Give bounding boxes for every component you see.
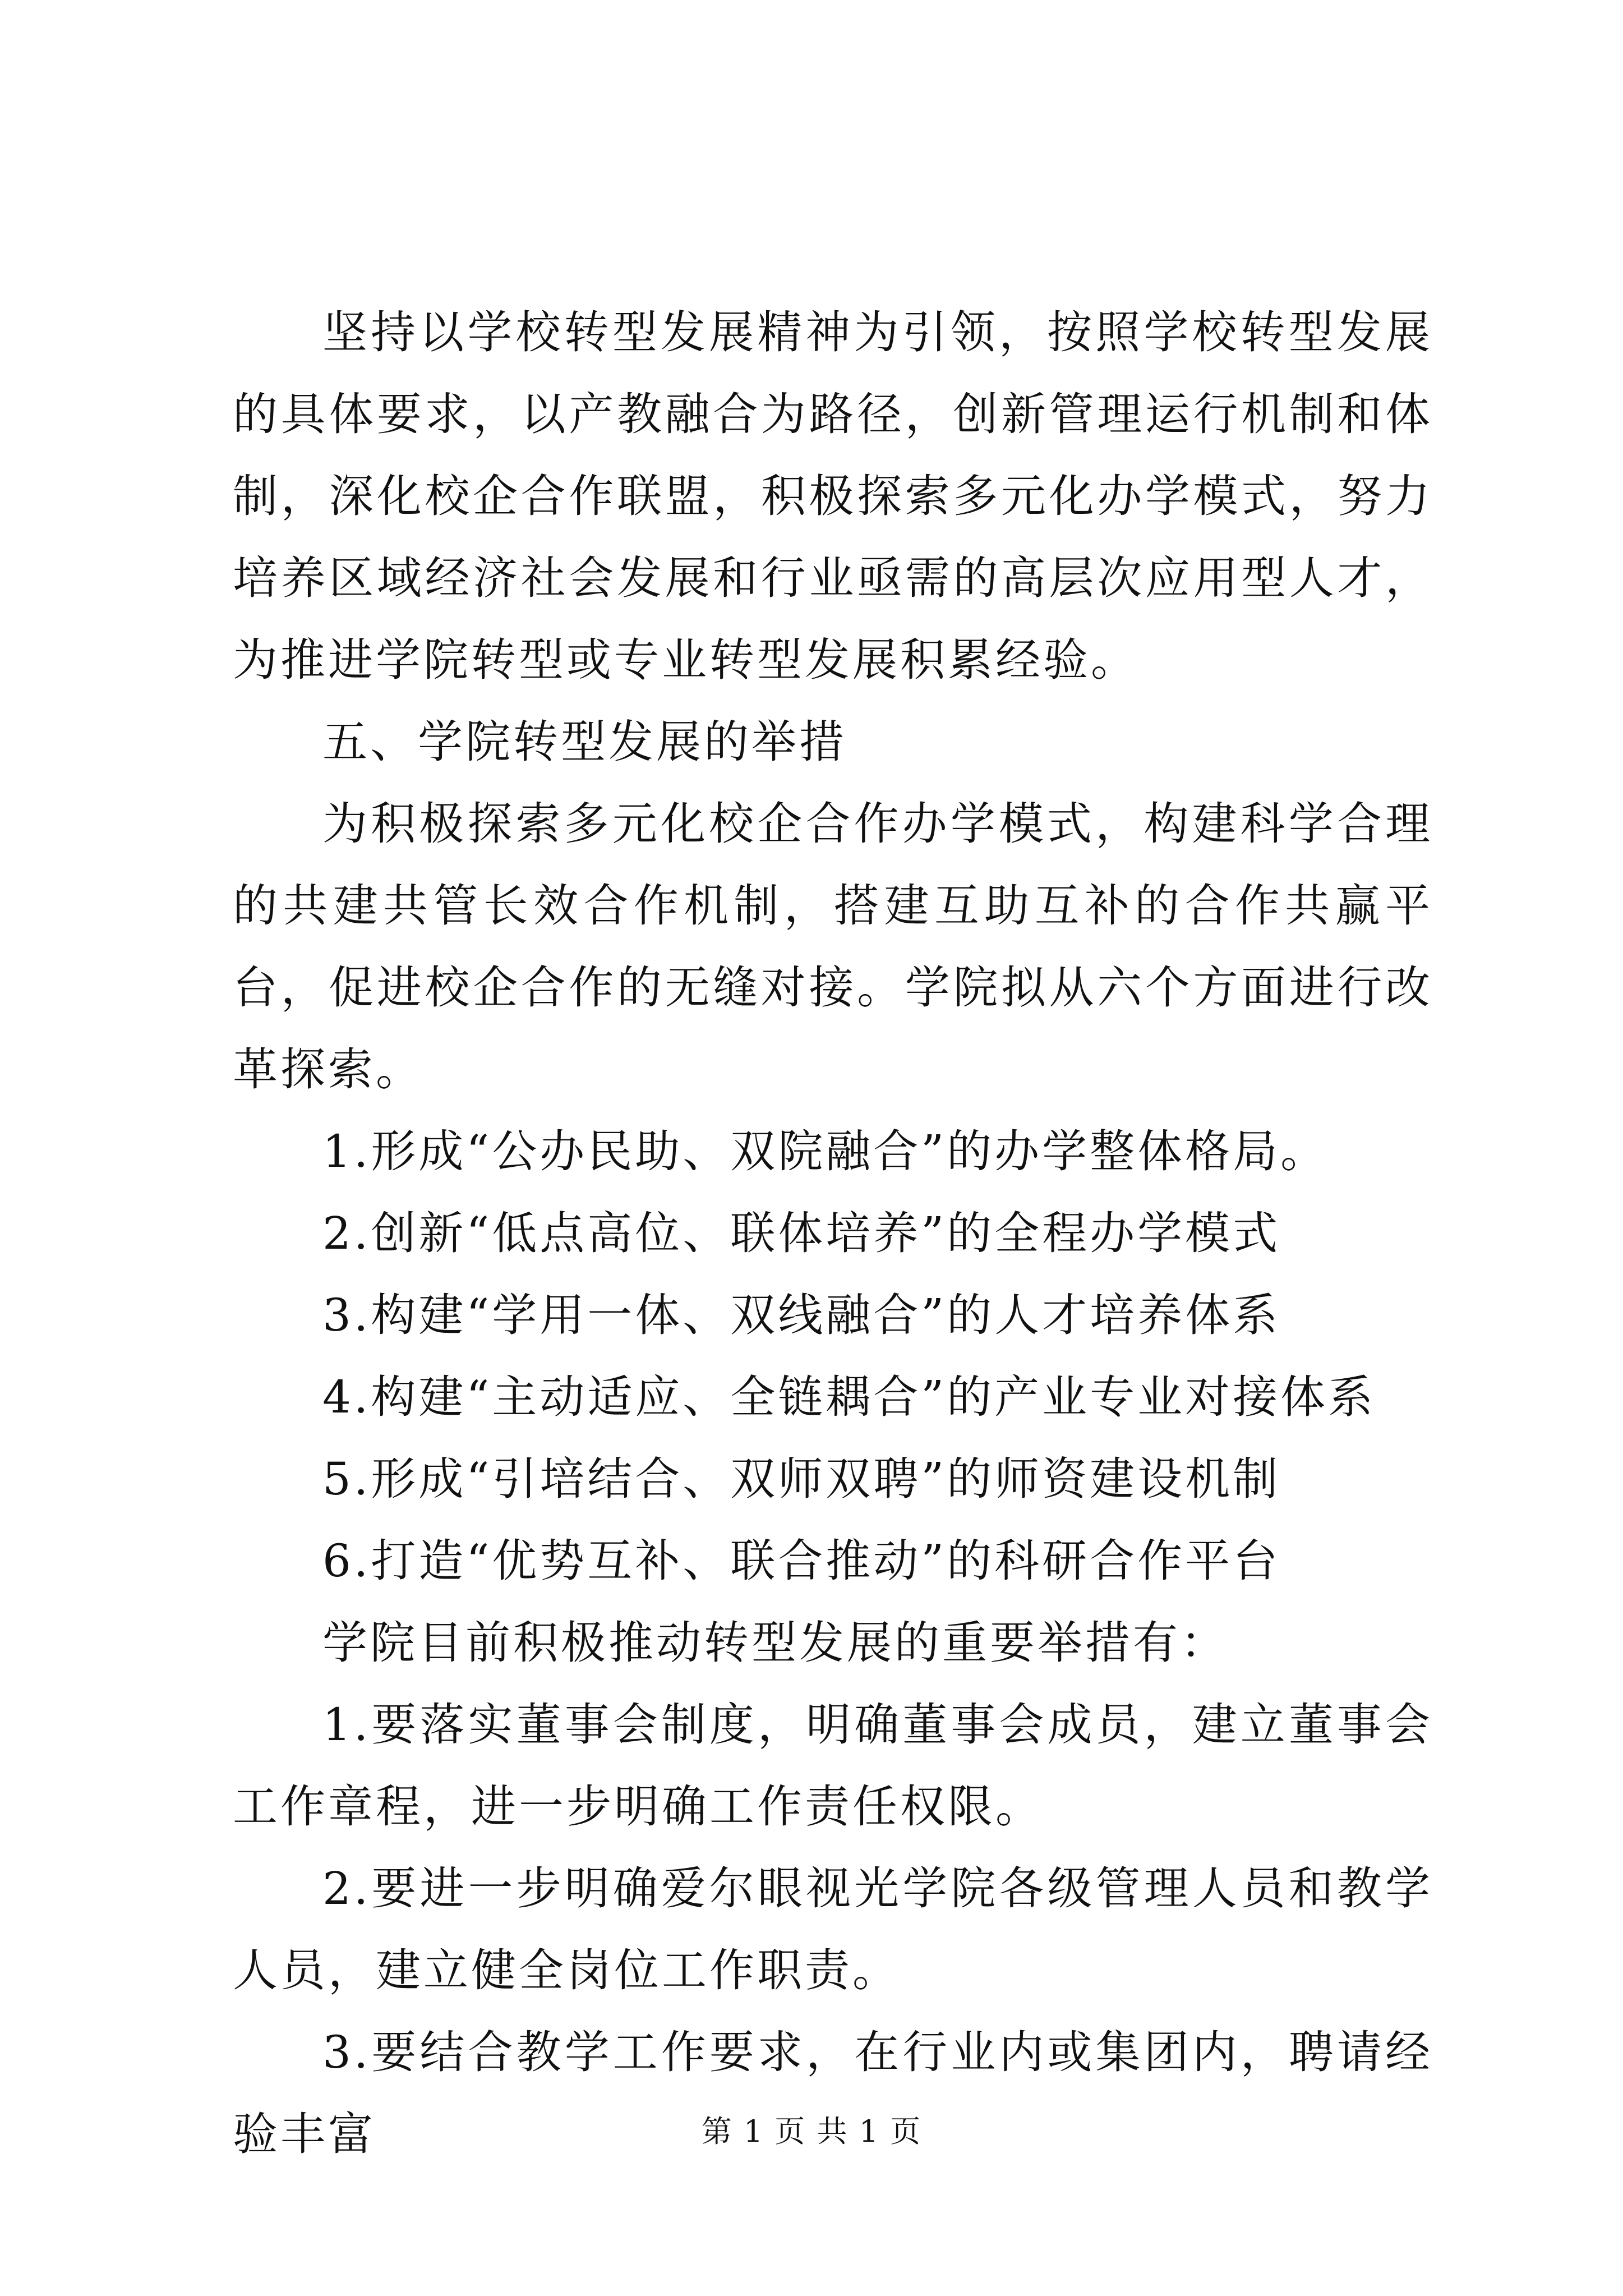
list-item: 6.打造“优势互补、联合推动”的科研合作平台 [322,1535,1281,1587]
paragraph-2: 为积极探索多元化校企合作办学模式，构建科学合理的共建共管长效合作机制，搭建互助互补的合作共赢平台，促进校企合作的无缝对接。学院拟从六个方面进行改革探索。 [233,798,1433,1096]
measures-intro: 学院目前积极推动转型发展的重要举措有： [322,1617,1228,1669]
list-item: 5.形成“引培结合、双师双聘”的师资建设机制 [322,1453,1281,1505]
list-item: 2.创新“低点高位、联体培养”的全程办学模式 [322,1207,1281,1259]
paragraph-1: 坚持以学校转型发展精神为引领，按照学校转型发展的具体要求，以产教融合为路径，创新管理运行机制和体制，深化校企合作联盟，积极探索多元化办学模式，努力培养区域经济社会发展和行业亟需的高层次应用型人才，为推进学院转型或专业转型发展积累经验。 [233,306,1433,686]
document-body [233,292,1433,2175]
list-item: 3.构建“学用一体、双线融合”的人才培养体系 [322,1289,1281,1341]
measure-item: 1.要落实董事会制度，明确董事会成员，建立董事会工作章程，进一步明确工作责任权限。 [233,1699,1433,1833]
list-item: 1.形成“公办民助、双院融合”的办学整体格局。 [322,1125,1329,1177]
list-item: 4.构建“主动适应、全链耦合”的产业专业对接体系 [322,1371,1376,1423]
page-footer: 第 1 页 共 1 页 [701,2114,922,2149]
section-heading: 五、学院转型发展的举措 [322,716,847,768]
measure-item: 3.要结合教学工作要求，在行业内或集团内，聘请经验丰富 [233,2026,1433,2160]
measure-item: 2.要进一步明确爱尔眼视光学院各级管理人员和教学人员，建立健全岗位工作职责。 [233,1862,1433,1996]
